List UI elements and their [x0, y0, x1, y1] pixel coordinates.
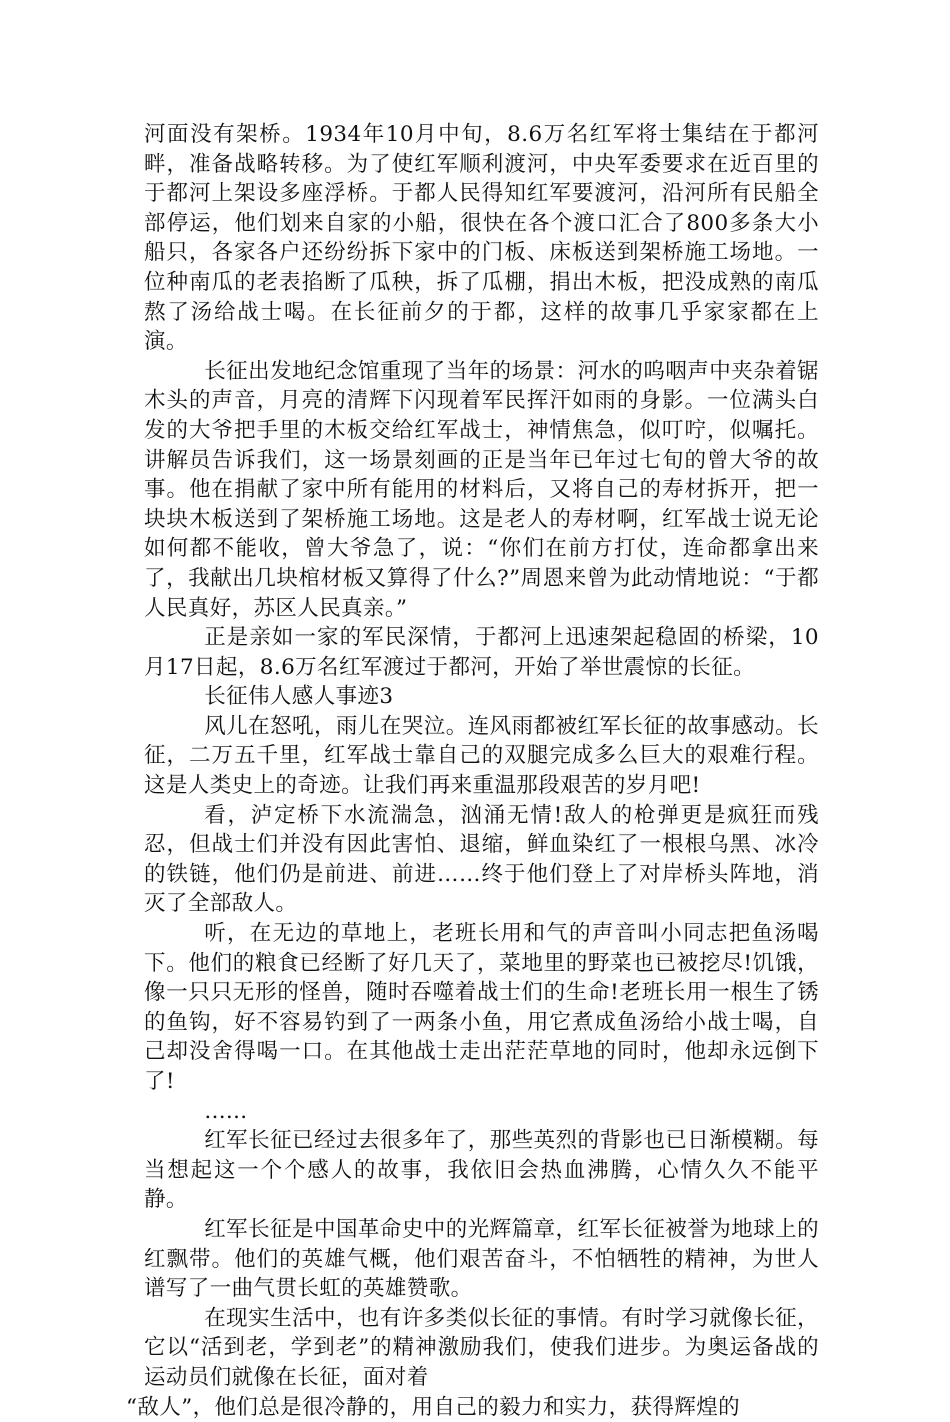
paragraph-1: 河面没有架桥。1934年10月中旬，8.6万名红军将士集结在于都河畔，准备战略转移。为了使红军顺利渡河，中央军委要求在近百里的于都河上架设多座浮桥。于都人民得知红军要渡河，沿河所有民船全部停运，他们划来自家的小船，很快在各个渡口汇合了800多条大小船只，各家各户还纷纷拆下家中的门板、床板送到架桥施工场地。一位种南瓜的老表掐断了瓜秧，拆了瓜棚，捐出木板，把没成熟的南瓜熬了汤给战士喝。在长征前夕的于都，这样的故事几乎家家都在上演。	[144, 122, 819, 355]
paragraph-8: 红军长征是中国革命史中的光辉篇章，红军长征被誉为地球上的红飘带。他们的英雄气概，他们艰苦奋斗，不怕牺牲的精神，为世人谱写了一曲气贯长虹的英雄赞歌。	[144, 1216, 819, 1302]
paragraph-3: 正是亲如一家的军民深情，于都河上迅速架起稳固的桥梁，10月17日起，8.6万名红军渡过于都河，开始了举世震惊的长征。	[144, 625, 819, 680]
section-heading: 长征伟人感人事迹3	[204, 684, 394, 710]
paragraph-9: 在现实生活中，也有许多类似长征的事情。有时学习就像长征，它以“活到老，学到老”的精神激励我们，使我们进步。为奥运备战的运动员们就像在长征，面对着	[144, 1305, 819, 1390]
paragraph-4: 风儿在怒吼，雨儿在哭泣。连风雨都被红军长征的故事感动。长征，二万五千里，红军战士靠自己的双腿完成多么巨大的艰难行程。这是人类史上的奇迹。让我们再来重温那段艰苦的岁月吧!	[144, 713, 819, 799]
paragraph-6: 听，在无边的草地上，老班长用和气的声音叫小同志把鱼汤喝下。他们的粮食已经断了好几天了，菜地里的野菜也已被挖尽!饥饿，像一只只无形的怪兽，随时吞噬着战士们的生命!老班长用一根生了锈的鱼钩，好不容易钓到了一两条小鱼，用它煮成鱼汤给小战士喝，自己却没舍得喝一口。在其他战士走出茫茫草地的同时，他却永远倒下了!	[144, 921, 819, 1094]
document-body	[126, 120, 819, 1422]
paragraph-7: 红军长征已经过去很多年了，那些英烈的背影也已日渐模糊。每当想起这一个个感人的故事，我依旧会热血沸腾，心情久久不能平静。	[144, 1128, 819, 1213]
ellipsis-line: ……	[204, 1098, 248, 1124]
paragraph-5: 看，泸定桥下水流湍急，汹涌无情!敌人的枪弹更是疯狂而残忍，但战士们并没有因此害怕、退缩，鲜血染红了一根根乌黑、冰冷的铁链，他们仍是前进、前进……终于他们登上了对岸桥头阵地，消灭了全部敌人。	[144, 802, 819, 917]
paragraph-2: 长征出发地纪念馆重现了当年的场景：河水的呜咽声中夹杂着锯木头的声音，月亮的清辉下闪现着军民挥汗如雨的身影。一位满头白发的大爷把手里的木板交给红军战士，神情焦急，似叮咛，似嘱托。讲解员告诉我们，这一场景刻画的正是当年已年过七旬的曾大爷的故事。他在捐献了家中所有能用的材料后，又将自己的寿材拆开，把一块块木板送到了架桥施工场地。这是老人的寿材啊，红军战士说无论如何都不能收，曾大爷急了，说：“你们在前方打仗，连命都拿出来了，我献出几块棺材板又算得了什么?”周恩来曾为此动情地说：“于都人民真好，苏区人民真亲。”	[144, 358, 819, 621]
paragraph-10: “敌人”，他们总是很冷静的，用自己的毅力和实力，获得辉煌的	[126, 1394, 741, 1420]
